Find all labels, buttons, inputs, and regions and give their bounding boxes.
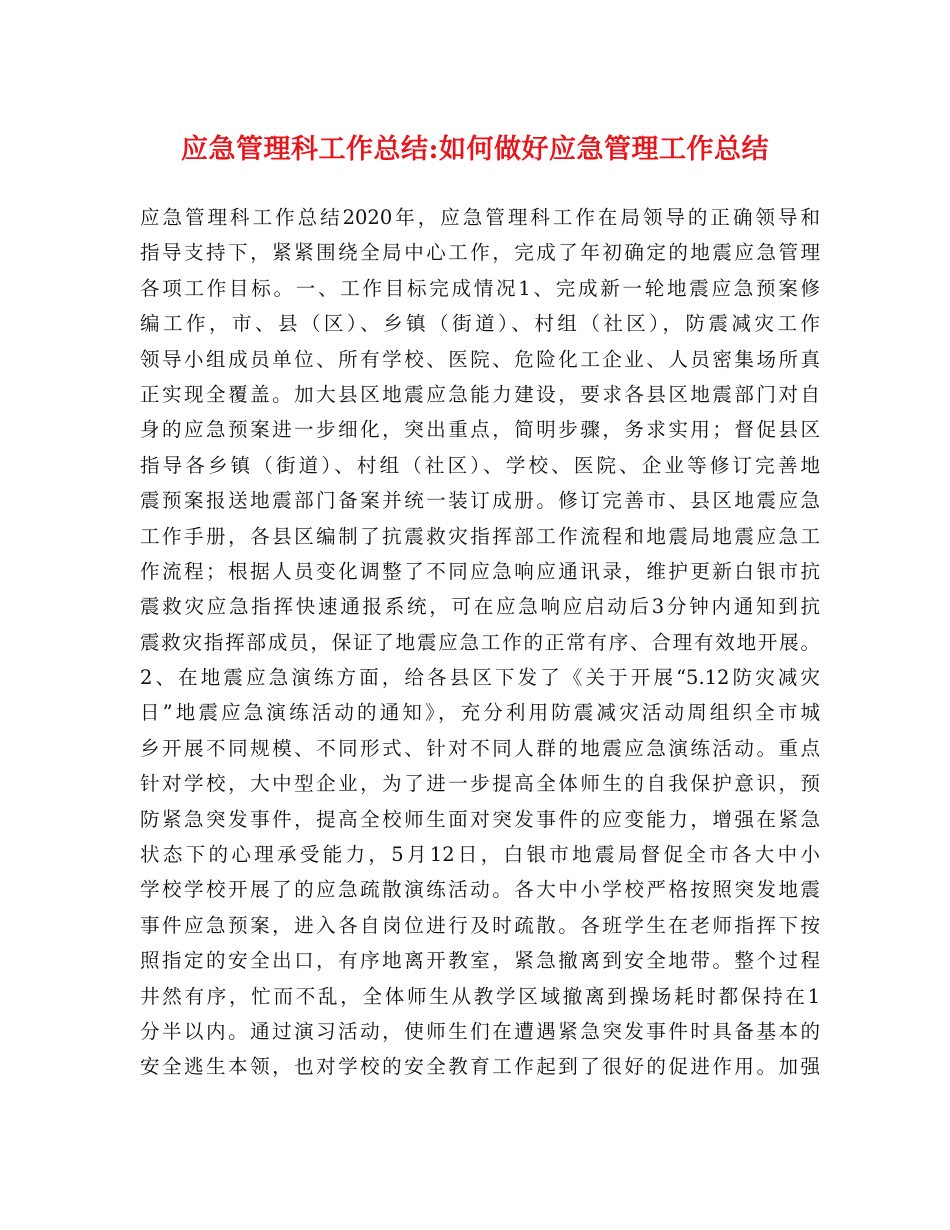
body-line: 井然有序，忙而不乱，全体师生从教学区域撤离到操场耗时都保持在1 [140, 984, 820, 1008]
body-line: 日”地震应急演练活动的通知》，充分利用防震减灾活动周组织全市城 [140, 701, 820, 725]
body-line: 分半以内。通过演习活动，使师生们在遭遇紧急突发事件时具备基本的 [140, 1019, 820, 1043]
body-line: 指导各乡镇（街道）、村组（社区）、学校、医院、企业等修订完善地 [140, 453, 820, 477]
body-line: 安全逃生本领，也对学校的安全教育工作起到了很好的促进作用。加强 [140, 1055, 820, 1079]
body-line: 编工作，市、县（区）、乡镇（街道）、村组（社区），防震减灾工作 [140, 312, 820, 336]
body-line: 2、在地震应急演练方面，给各县区下发了《关于开展“5.12防灾减灾 [140, 666, 820, 690]
body-line: 工作手册，各县区编制了抗震救灾指挥部工作流程和地震局地震应急工 [140, 524, 820, 548]
body-line: 乡开展不同规模、不同形式、针对不同人群的地震应急演练活动。重点 [140, 736, 820, 760]
body-line: 作流程；根据人员变化调整了不同应急响应通讯录，维护更新白银市抗 [140, 559, 820, 583]
body-line: 照指定的安全出口，有序地离开教室，紧急撤离到安全地带。整个过程 [140, 949, 820, 973]
body-line: 身的应急预案进一步细化，突出重点，简明步骤，务求实用；督促县区 [140, 418, 820, 442]
document-title: 应急管理科工作总结:如何做好应急管理工作总结 [181, 134, 769, 165]
body-line: 震救灾应急指挥快速通报系统，可在应急响应启动后3分钟内通知到抗 [140, 595, 820, 619]
body-line: 状态下的心理承受能力，5月12日，白银市地震局督促全市各大中小 [140, 843, 820, 867]
document-body [140, 200, 820, 1085]
body-line: 震救灾指挥部成员，保证了地震应急工作的正常有序、合理有效地开展。 [140, 630, 820, 654]
body-line: 指导支持下，紧紧围绕全局中心工作，完成了年初确定的地震应急管理 [140, 241, 820, 265]
body-line: 领导小组成员单位、所有学校、医院、危险化工企业、人员密集场所真 [140, 347, 820, 371]
body-line: 防紧急突发事件，提高全校师生面对突发事件的应变能力，增强在紧急 [140, 807, 820, 831]
body-line: 学校学校开展了的应急疏散演练活动。各大中小学校严格按照突发地震 [140, 878, 820, 902]
body-line: 事件应急预案，进入各自岗位进行及时疏散。各班学生在老师指挥下按 [140, 913, 820, 937]
body-line: 应急管理科工作总结2020年，应急管理科工作在局领导的正确领导和 [140, 206, 820, 229]
body-line: 针对学校，大中型企业，为了进一步提高全体师生的自我保护意识，预 [140, 772, 820, 796]
body-line: 正实现全覆盖。加大县区地震应急能力建设，要求各县区地震部门对自 [140, 382, 820, 406]
body-line: 震预案报送地震部门备案并统一装订成册。修订完善市、县区地震应急 [140, 489, 820, 513]
body-line: 各项工作目标。一、工作目标完成情况1、完成新一轮地震应急预案修 [140, 276, 820, 300]
